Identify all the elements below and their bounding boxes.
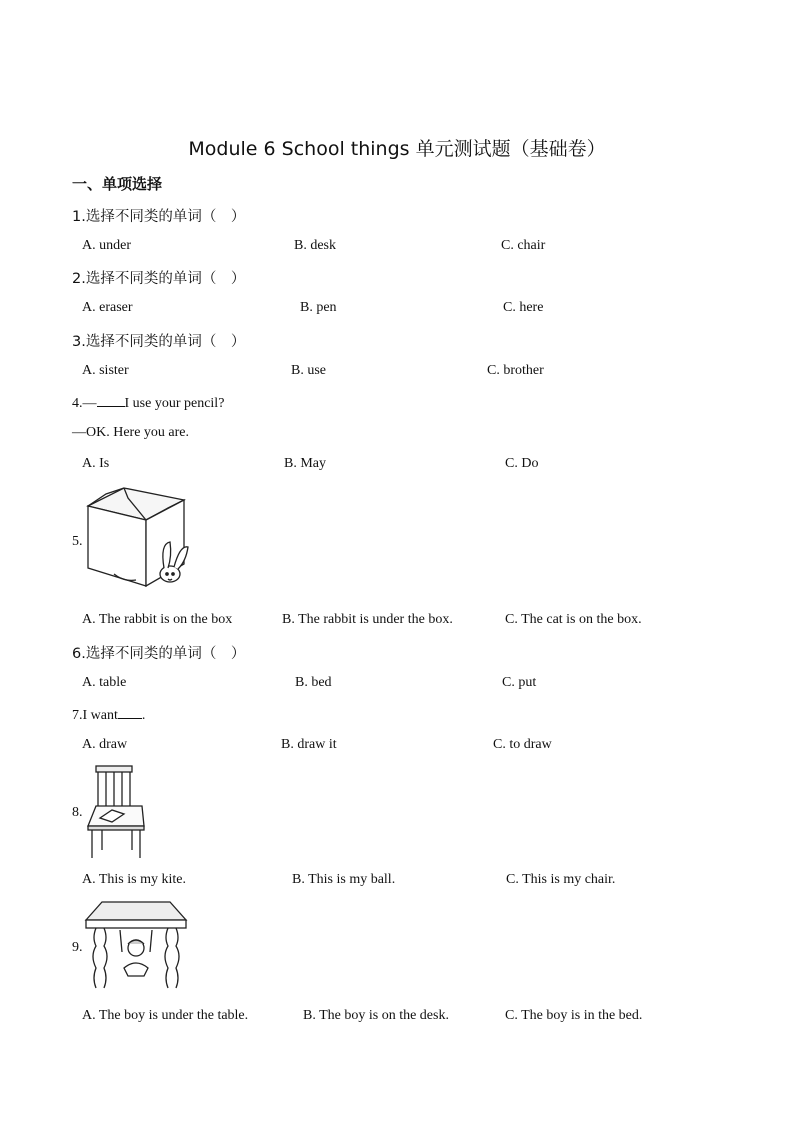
question-8-option-a[interactable]: A. This is my kite. [82, 872, 186, 887]
question-7-option-b[interactable]: B. draw it [281, 737, 337, 752]
question-4-reply: —OK. Here you are. [72, 425, 190, 440]
question-5-option-b[interactable]: B. The rabbit is under the box. [282, 612, 453, 627]
question-6-stem: 6.选择不同类的单词（ ） [72, 646, 246, 662]
question-6-option-c[interactable]: C. put [502, 675, 537, 690]
question-3-stem: 3.选择不同类的单词（ ） [72, 334, 246, 350]
question-1-option-b[interactable]: B. desk [294, 238, 336, 253]
question-2-option-c[interactable]: C. here [503, 300, 544, 315]
question-9-number: 9. [72, 940, 83, 955]
question-1-option-a[interactable]: A. under [82, 238, 131, 253]
question-4-stem [72, 394, 224, 412]
question-4-prefix: 4.— [72, 396, 97, 411]
question-2-option-b[interactable]: B. pen [300, 300, 337, 315]
question-5-option-c[interactable]: C. The cat is on the box. [505, 612, 642, 627]
section-heading: 一、单项选择 [72, 175, 163, 193]
question-7-prefix: 7.I want [72, 708, 118, 723]
question-4-suffix: I use your pencil? [124, 396, 225, 411]
question-7-option-a[interactable]: A. draw [82, 737, 128, 752]
boy-under-table-picture [84, 898, 188, 994]
answer-blank[interactable] [97, 394, 125, 407]
question-8-option-c[interactable]: C. This is my chair. [506, 872, 616, 887]
question-1-option-c[interactable]: C. chair [501, 238, 546, 253]
question-9-option-c[interactable]: C. The boy is in the bed. [505, 1008, 643, 1023]
question-9-option-b[interactable]: B. The boy is on the desk. [303, 1008, 449, 1023]
answer-blank[interactable] [118, 706, 142, 719]
question-3-option-b[interactable]: B. use [291, 363, 326, 378]
chair-picture [84, 764, 148, 860]
question-1-stem: 1.选择不同类的单词（ ） [72, 209, 246, 225]
question-5-option-a[interactable]: A. The rabbit is on the box [82, 612, 233, 627]
question-4-option-c[interactable]: C. Do [505, 456, 539, 471]
question-2-option-a[interactable]: A. eraser [82, 300, 133, 315]
question-6-option-a[interactable]: A. table [82, 675, 127, 690]
question-5-number: 5. [72, 534, 83, 549]
question-3-option-c[interactable]: C. brother [487, 363, 544, 378]
question-7-stem [72, 706, 145, 724]
question-7-suffix: . [141, 708, 146, 723]
question-2-stem: 2.选择不同类的单词（ ） [72, 271, 246, 287]
question-4-option-a[interactable]: A. Is [82, 456, 110, 471]
page-title: Module 6 School things 单元测试题（基础卷） [188, 138, 606, 160]
question-7-option-c[interactable]: C. to draw [493, 737, 552, 752]
box-rabbit-picture [84, 486, 196, 594]
question-6-option-b[interactable]: B. bed [295, 675, 332, 690]
question-4-option-b[interactable]: B. May [284, 456, 326, 471]
question-8-number: 8. [72, 805, 83, 820]
question-9-option-a[interactable]: A. The boy is under the table. [82, 1008, 249, 1023]
question-3-option-a[interactable]: A. sister [82, 363, 129, 378]
question-8-option-b[interactable]: B. This is my ball. [292, 872, 396, 887]
